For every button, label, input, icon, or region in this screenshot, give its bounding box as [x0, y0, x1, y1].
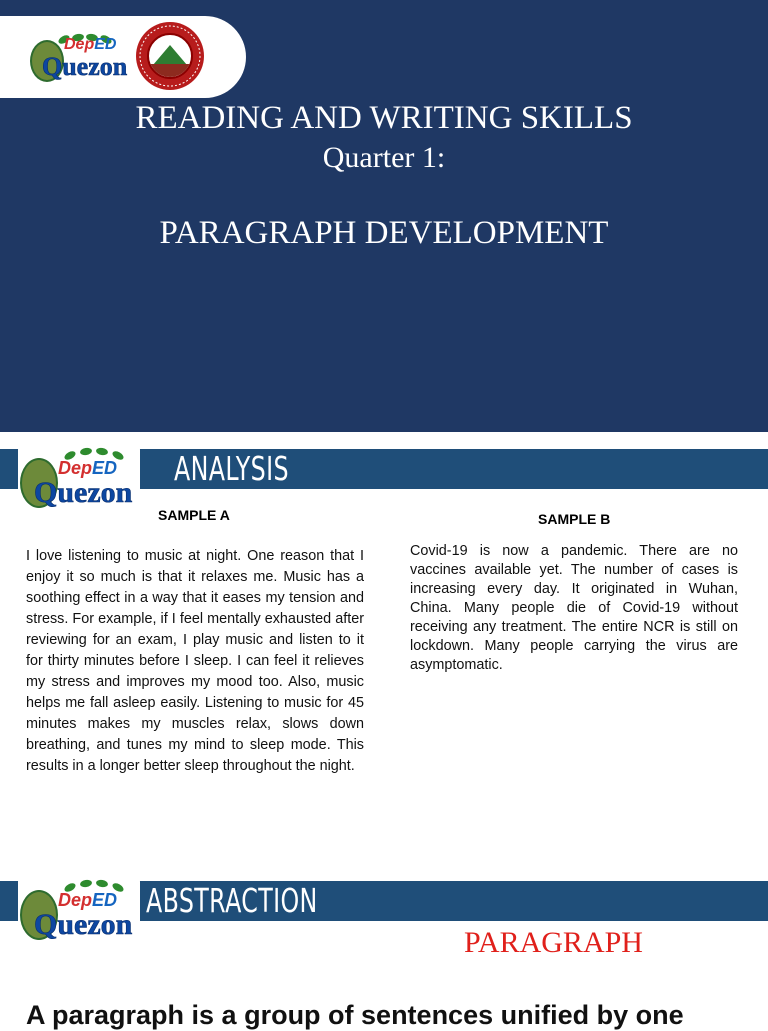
deped-quezon-logo: DepED Quezon — [28, 34, 128, 86]
title-slide — [0, 0, 768, 432]
section-label-abstraction: ABSTRACTION — [146, 881, 318, 920]
quarter-label: Quarter 1: — [322, 141, 446, 174]
sample-b-paragraph: Covid-19 is now a pandemic. There are no vaccines available yet. The number of cases is increasing every day. It originated in Wuhan, China. Many people die of Covid-19 without receiving any treatment. The entire NCR is still on lockdown. Many people carrying the virus are asymptomatic. — [410, 543, 738, 673]
course-title: READING AND WRITING SKILLS — [135, 100, 633, 136]
deped-quezon-logo: DepED Quezon — [18, 876, 140, 954]
school-seal-icon — [136, 22, 204, 90]
paragraph-title: PARAGRAPH — [464, 926, 643, 959]
sample-a-paragraph: I love listening to music at night. One reason that I enjoy it so much is that it relaxes me. Music has a soothing effect in a way that it eases my tension and stress. For example, if I feel mentally exhausted after reviewing for an exam, I play music and listen to it for thirty minutes before I sleep. I can feel it relieves my stress and improves my mood too. Also, music helps me fall asleep easily. Listening to music for 45 minutes makes my muscles relax, slows down breathing, and tunes my mind to sleep mode. This results in a longer better sleep throughout the night. — [26, 548, 364, 774]
sample-b-heading: SAMPLE B — [538, 511, 611, 527]
section-label-analysis: ANALYSIS — [174, 449, 289, 488]
deped-quezon-logo: DepED Quezon — [18, 444, 140, 522]
logo-banner — [0, 16, 246, 98]
topic-title: PARAGRAPH DEVELOPMENT — [159, 215, 609, 251]
sample-a-heading: SAMPLE A — [158, 507, 230, 523]
paragraph-definition: A paragraph is a group of sentences unified by one — [26, 1000, 684, 1030]
